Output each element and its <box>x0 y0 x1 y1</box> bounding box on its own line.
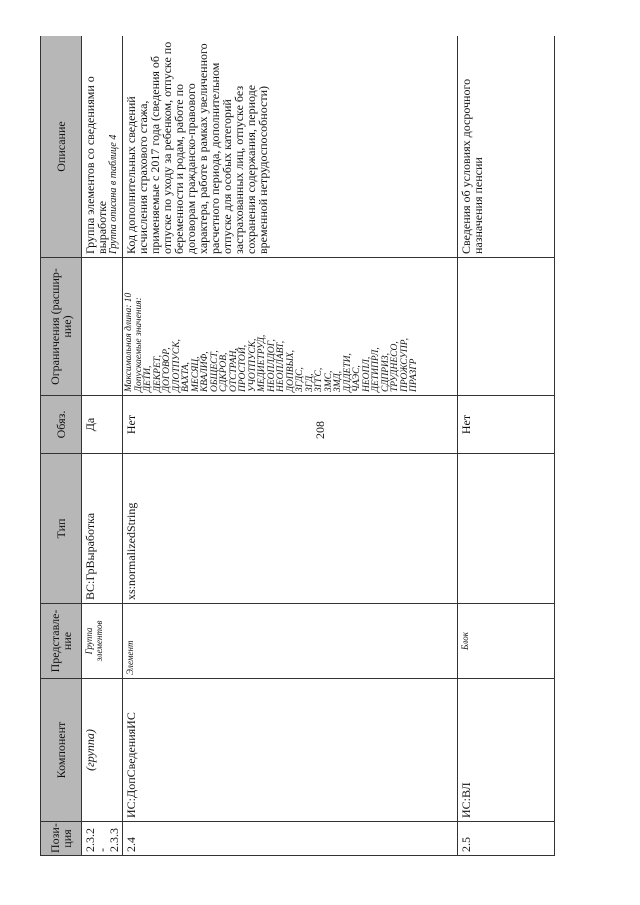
restriction-value: МЕСЯЦ, <box>190 356 201 392</box>
restriction-value: ДЕТИПРЛ, <box>371 347 381 392</box>
page-number: 208 <box>313 421 327 439</box>
restriction-value: ЗГДС, <box>295 367 305 392</box>
restriction-value: СДПРИЗ, <box>380 353 391 392</box>
header-description: Описание <box>41 36 82 258</box>
cell-restrictions <box>458 258 555 396</box>
restriction-value: ДЛДЕТИ, <box>342 353 353 392</box>
restrictions-values <box>125 261 420 392</box>
restriction-value: ДЛОТПУСК, <box>171 339 182 392</box>
restriction-value: ЗГД, <box>304 373 315 392</box>
cell-pos: 2.5 <box>458 822 555 856</box>
table-sheet <box>40 36 605 856</box>
cell-component: ИС:ВЛ <box>458 679 555 822</box>
cell-type: xs:normalizedString <box>123 454 458 604</box>
restriction-value: ДОПВЫХ, <box>285 349 296 392</box>
header-required: Обяз. <box>41 396 82 454</box>
restriction-value: УЧОТПУСК, <box>247 338 258 392</box>
restriction-value: НЕОПЛ, <box>361 356 372 392</box>
cell-pos: 2.4 <box>123 822 458 856</box>
restriction-value: ДЕКРЕТ, <box>152 355 163 392</box>
table-row <box>123 36 458 856</box>
cell-required: Да <box>82 396 123 454</box>
restriction-value: КВАЛИФ, <box>200 351 210 392</box>
restriction-value: ПРОЖСУПР, <box>399 337 410 392</box>
cell-required: Нет <box>123 396 458 454</box>
cell-representation: Блок <box>458 604 555 679</box>
restriction-value: ОБЩЕСТ, <box>209 350 220 392</box>
table-header-row <box>41 36 82 856</box>
description-note: Группа описана в таблице 4 <box>108 134 119 254</box>
component-text: (группа) <box>83 729 97 771</box>
restriction-value: ДОГОВОР, <box>162 347 172 392</box>
cell-component <box>82 679 123 822</box>
cell-description <box>82 36 123 258</box>
restriction-value: ЗМС, <box>323 370 334 392</box>
restriction-value: ТРУДНЕСО, <box>390 341 400 392</box>
description-text: Сведения об условиях досрочного назначения пенсии <box>459 78 485 254</box>
restriction-value: ЧАЭС, <box>352 365 362 392</box>
header-type: Тип <box>41 454 82 604</box>
restriction-value: ЗМД, <box>333 370 343 392</box>
cell-type: ВС:ГрВыработка <box>82 454 123 604</box>
cell-restrictions <box>123 258 458 396</box>
restriction-values-label: Допускаемые значения: <box>133 297 144 392</box>
cell-component: ИС:ДопСведенияИС <box>123 679 458 822</box>
restriction-value: ПРАЗГР <box>409 358 419 392</box>
description-text: Код дополнительных сведений исчисления страхового стажа, применяемые с 2017 года (сведения об отпуске по уходу за ребенком, отпуске по беременности и родам, работе по договорам гражданско-правового характера, работе в рамках увеличенного расчетного периода, дополнительном отпуске для особых категорий застрахованных лиц, отпуске без сохранения содержания, периоде временной нетрудоспособности) <box>124 41 270 254</box>
cell-restrictions <box>82 258 123 396</box>
header-pos: Пози-ция <box>41 822 82 856</box>
cell-pos: 2.3.2 - 2.3.3 <box>82 822 123 856</box>
cell-representation: Элемент <box>123 604 458 679</box>
restriction-value: ДЕТИ, <box>143 365 153 392</box>
restriction-value: ВАХТА, <box>181 362 191 392</box>
header-representation: Представле-ние <box>41 604 82 679</box>
restriction-value: НЕОПЛДОГ, <box>266 339 277 392</box>
cell-required: Нет <box>458 396 555 454</box>
cell-type <box>458 454 555 604</box>
table-row <box>82 36 123 856</box>
restriction-max-length: Максимальная длина: 10 <box>124 292 134 392</box>
cell-description <box>123 36 458 258</box>
restriction-value: ПРОСТОЙ, <box>238 344 248 392</box>
header-component: Компонент <box>41 679 82 822</box>
restriction-value: СДКРОВ, <box>219 352 229 392</box>
rotated-table-container <box>40 36 605 856</box>
restriction-value: НЕОПЛАВТ, <box>276 340 286 392</box>
header-restrictions: Ограничения (расшир-ние) <box>41 258 82 396</box>
cell-representation: Группа элементов <box>82 604 123 679</box>
restriction-value: ОТСТРАН, <box>228 348 239 392</box>
description-text: Группа элементов со сведениями о выработке <box>83 76 109 254</box>
restriction-value: МЕДИЕТРУД, <box>257 334 267 392</box>
table-row <box>458 36 555 856</box>
restriction-value: ЗГГС, <box>314 367 324 392</box>
spec-table <box>40 36 555 856</box>
cell-description <box>458 36 555 258</box>
